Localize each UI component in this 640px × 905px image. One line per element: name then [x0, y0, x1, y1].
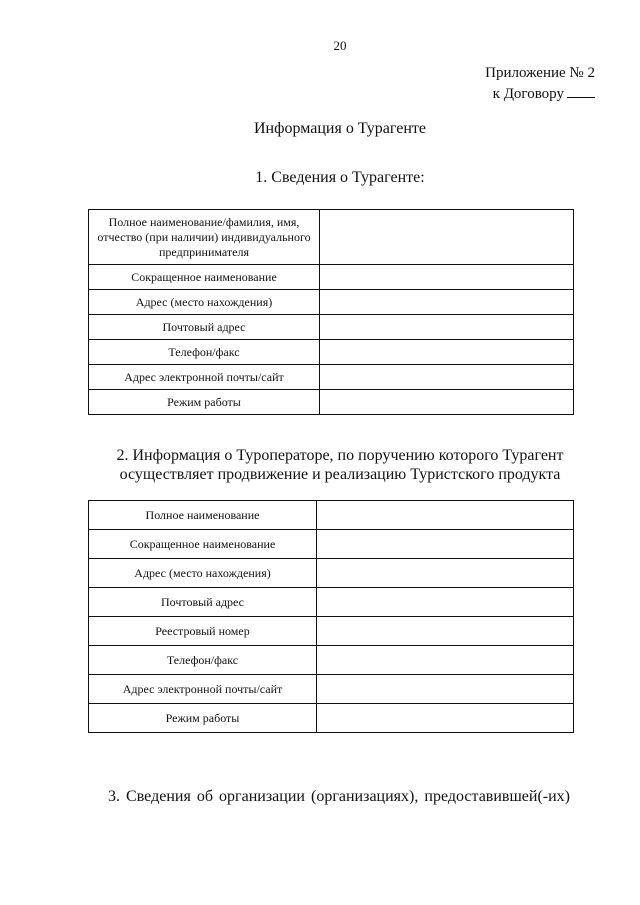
- row-label: Полное наименование/фамилия, имя, отчество (при наличии) индивидуального предпринимателя: [89, 210, 320, 265]
- row-label: Режим работы: [89, 390, 320, 415]
- row-value: [317, 704, 574, 733]
- appendix-header: [485, 63, 595, 104]
- row-value: [317, 501, 574, 530]
- table-row: [89, 617, 574, 646]
- table-row: [89, 265, 574, 290]
- section2-heading-line2: осуществляет продвижение и реализацию Туристского продукта: [119, 466, 561, 483]
- operator-info-table: [88, 500, 574, 733]
- table-row: [89, 501, 574, 530]
- row-label: Адрес (место нахождения): [89, 290, 320, 315]
- row-value: [317, 617, 574, 646]
- row-label: Полное наименование: [89, 501, 317, 530]
- table-row: [89, 704, 574, 733]
- row-label: Адрес электронной почты/сайт: [89, 365, 320, 390]
- row-label: Сокращенное наименование: [89, 265, 320, 290]
- agent-info-table: [88, 209, 574, 415]
- row-value: [317, 675, 574, 704]
- appendix-line2-text: к Договору: [492, 86, 564, 102]
- row-label: Сокращенное наименование: [89, 530, 317, 559]
- row-value: [320, 315, 574, 340]
- table-row: [89, 646, 574, 675]
- table-row: [89, 315, 574, 340]
- row-value: [320, 390, 574, 415]
- table-row: [89, 559, 574, 588]
- section3-heading: 3. Сведения об организации (организациях), предоставившей(-их): [108, 788, 570, 805]
- table-row: [89, 365, 574, 390]
- row-value: [317, 646, 574, 675]
- table-row: [89, 675, 574, 704]
- row-label: Телефон/факс: [89, 340, 320, 365]
- page-number: 20: [333, 38, 347, 53]
- row-label: Почтовый адрес: [89, 588, 317, 617]
- table-row: [89, 340, 574, 365]
- row-label: Режим работы: [89, 704, 317, 733]
- row-label: Почтовый адрес: [89, 315, 320, 340]
- section1-heading: 1. Сведения о Турагенте:: [255, 169, 425, 186]
- document-title: Информация о Турагенте: [253, 120, 427, 137]
- appendix-line2: [485, 83, 595, 104]
- table-row: [89, 210, 574, 265]
- table-row: [89, 530, 574, 559]
- row-value: [320, 365, 574, 390]
- row-value: [317, 588, 574, 617]
- row-value: [320, 290, 574, 315]
- table-row: [89, 290, 574, 315]
- table-row: [89, 588, 574, 617]
- row-label: Адрес (место нахождения): [89, 559, 317, 588]
- row-value: [320, 340, 574, 365]
- row-label: Телефон/факс: [89, 646, 317, 675]
- contract-number-blank: [567, 83, 595, 98]
- table-row: [89, 390, 574, 415]
- row-value: [320, 265, 574, 290]
- row-value: [317, 559, 574, 588]
- section2-heading-line1: 2. Информация о Туроператоре, по поручению которого Турагент: [116, 447, 564, 464]
- section2-heading: [80, 446, 600, 484]
- row-value: [320, 210, 574, 265]
- appendix-line1: Приложение № 2: [485, 65, 595, 81]
- row-label: Реестровый номер: [89, 617, 317, 646]
- row-label: Адрес электронной почты/сайт: [89, 675, 317, 704]
- row-value: [317, 530, 574, 559]
